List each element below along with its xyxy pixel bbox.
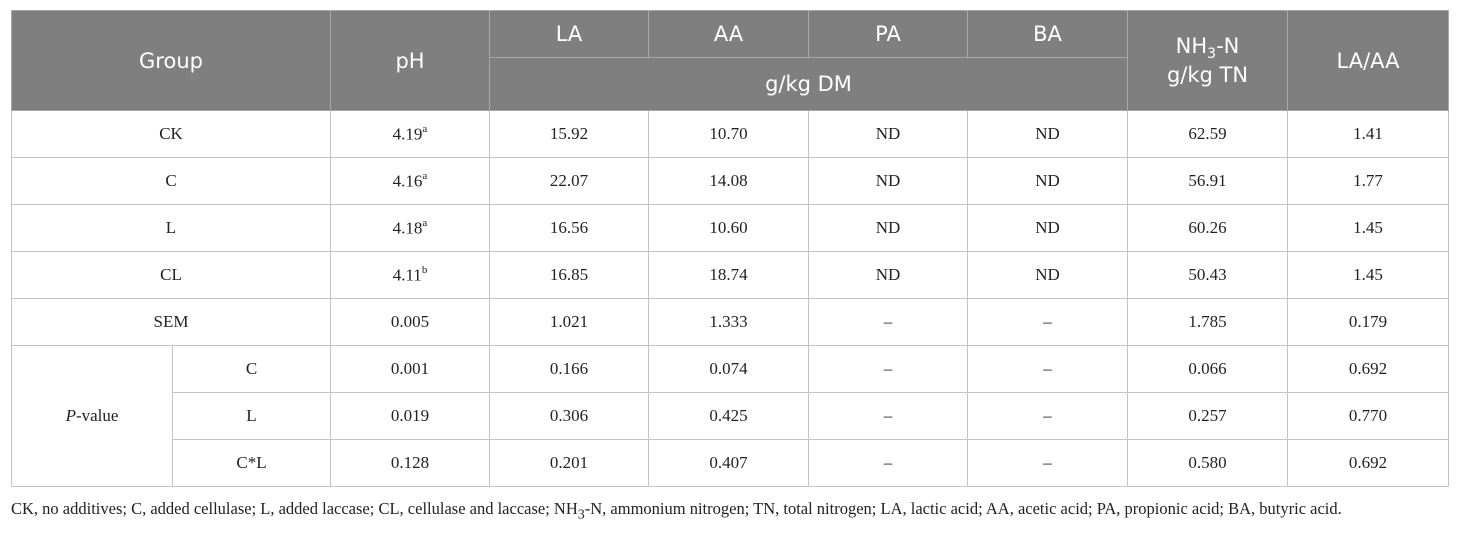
header-nh3n: $NH_3-N$ g/kg TN [1128,11,1288,111]
factor-cell: C*L [173,440,331,487]
ba-cell: ND [968,111,1128,158]
aa-cell: 10.60 [649,205,809,252]
pvalue-row [12,440,1449,487]
aa-cell: 0.407 [649,440,809,487]
ratio-cell: 1.45 [1288,252,1449,299]
la-cell: 15.92 [490,111,649,158]
ph-cell: 0.128 [331,440,490,487]
nh3-cell: 62.59 [1128,111,1288,158]
table-row [12,158,1449,205]
ratio-cell: 0.692 [1288,346,1449,393]
pa-cell: ND [809,252,968,299]
header-ph: pH [331,11,490,111]
pa-cell: ND [809,158,968,205]
silage-fermentation-table [11,10,1449,487]
group-cell: C [12,158,331,205]
table-row [12,205,1449,252]
ratio-cell: 0.692 [1288,440,1449,487]
pa-cell: ND [809,205,968,252]
sem-row [12,299,1449,346]
ph-cell: 4.11$^b$ [331,252,490,299]
pvalue-row [12,346,1449,393]
la-cell: 0.306 [490,393,649,440]
ph-cell: 4.18$^a$ [331,205,490,252]
ratio-cell: 0.179 [1288,299,1449,346]
table-container [11,10,1448,487]
table-row [12,111,1449,158]
header-pa: PA [809,11,968,58]
header-nh3n-unit: g/kg TN [1166,62,1249,87]
pa-cell: – [809,346,968,393]
ph-cell: 4.16$^a$ [331,158,490,205]
pvalue-row [12,393,1449,440]
ba-cell: – [968,393,1128,440]
ba-cell: – [968,299,1128,346]
group-cell: CL [12,252,331,299]
header-la: LA [490,11,649,58]
table-footnote: CK, no additives; C, added cellulase; L, added laccase; CL, cellulase and laccase; $NH_3-N$, ammonium nitrogen; TN, total nitrogen; LA, lactic acid; AA, acetic acid; PA, propionic acid; BA, butyric acid. [11,499,1342,523]
sem-label: SEM [12,299,331,346]
aa-cell: 1.333 [649,299,809,346]
ph-cell: 0.001 [331,346,490,393]
aa-cell: 0.074 [649,346,809,393]
pa-cell: – [809,299,968,346]
ph-cell: 0.019 [331,393,490,440]
table-row [12,252,1449,299]
ba-cell: ND [968,252,1128,299]
header-la-aa: LA/AA [1288,11,1449,111]
ph-cell: 4.19$^a$ [331,111,490,158]
ba-cell: ND [968,205,1128,252]
ratio-cell: 1.41 [1288,111,1449,158]
ratio-cell: 1.45 [1288,205,1449,252]
ratio-cell: 0.770 [1288,393,1449,440]
header-unit-dm: g/kg DM [490,58,1128,111]
factor-cell: L [173,393,331,440]
pa-cell: – [809,440,968,487]
pvalue-label: P-value [12,346,173,487]
la-cell: 1.021 [490,299,649,346]
aa-cell: 14.08 [649,158,809,205]
la-cell: 0.166 [490,346,649,393]
header-group: Group [12,11,331,111]
nh3-cell: 56.91 [1128,158,1288,205]
pa-cell: ND [809,111,968,158]
factor-cell: C [173,346,331,393]
ba-cell: – [968,346,1128,393]
pa-cell: – [809,393,968,440]
la-cell: 0.201 [490,440,649,487]
aa-cell: 0.425 [649,393,809,440]
ph-cell: 0.005 [331,299,490,346]
nh3-cell: 0.257 [1128,393,1288,440]
aa-cell: 18.74 [649,252,809,299]
la-cell: 16.85 [490,252,649,299]
ba-cell: ND [968,158,1128,205]
nh3-cell: 1.785 [1128,299,1288,346]
nh3-cell: 50.43 [1128,252,1288,299]
header-ba: BA [968,11,1128,58]
group-cell: L [12,205,331,252]
aa-cell: 10.70 [649,111,809,158]
ba-cell: – [968,440,1128,487]
la-cell: 16.56 [490,205,649,252]
nh3-cell: 0.066 [1128,346,1288,393]
nh3-cell: 60.26 [1128,205,1288,252]
nh3-cell: 0.580 [1128,440,1288,487]
group-cell: CK [12,111,331,158]
la-cell: 22.07 [490,158,649,205]
ratio-cell: 1.77 [1288,158,1449,205]
header-aa: AA [649,11,809,58]
